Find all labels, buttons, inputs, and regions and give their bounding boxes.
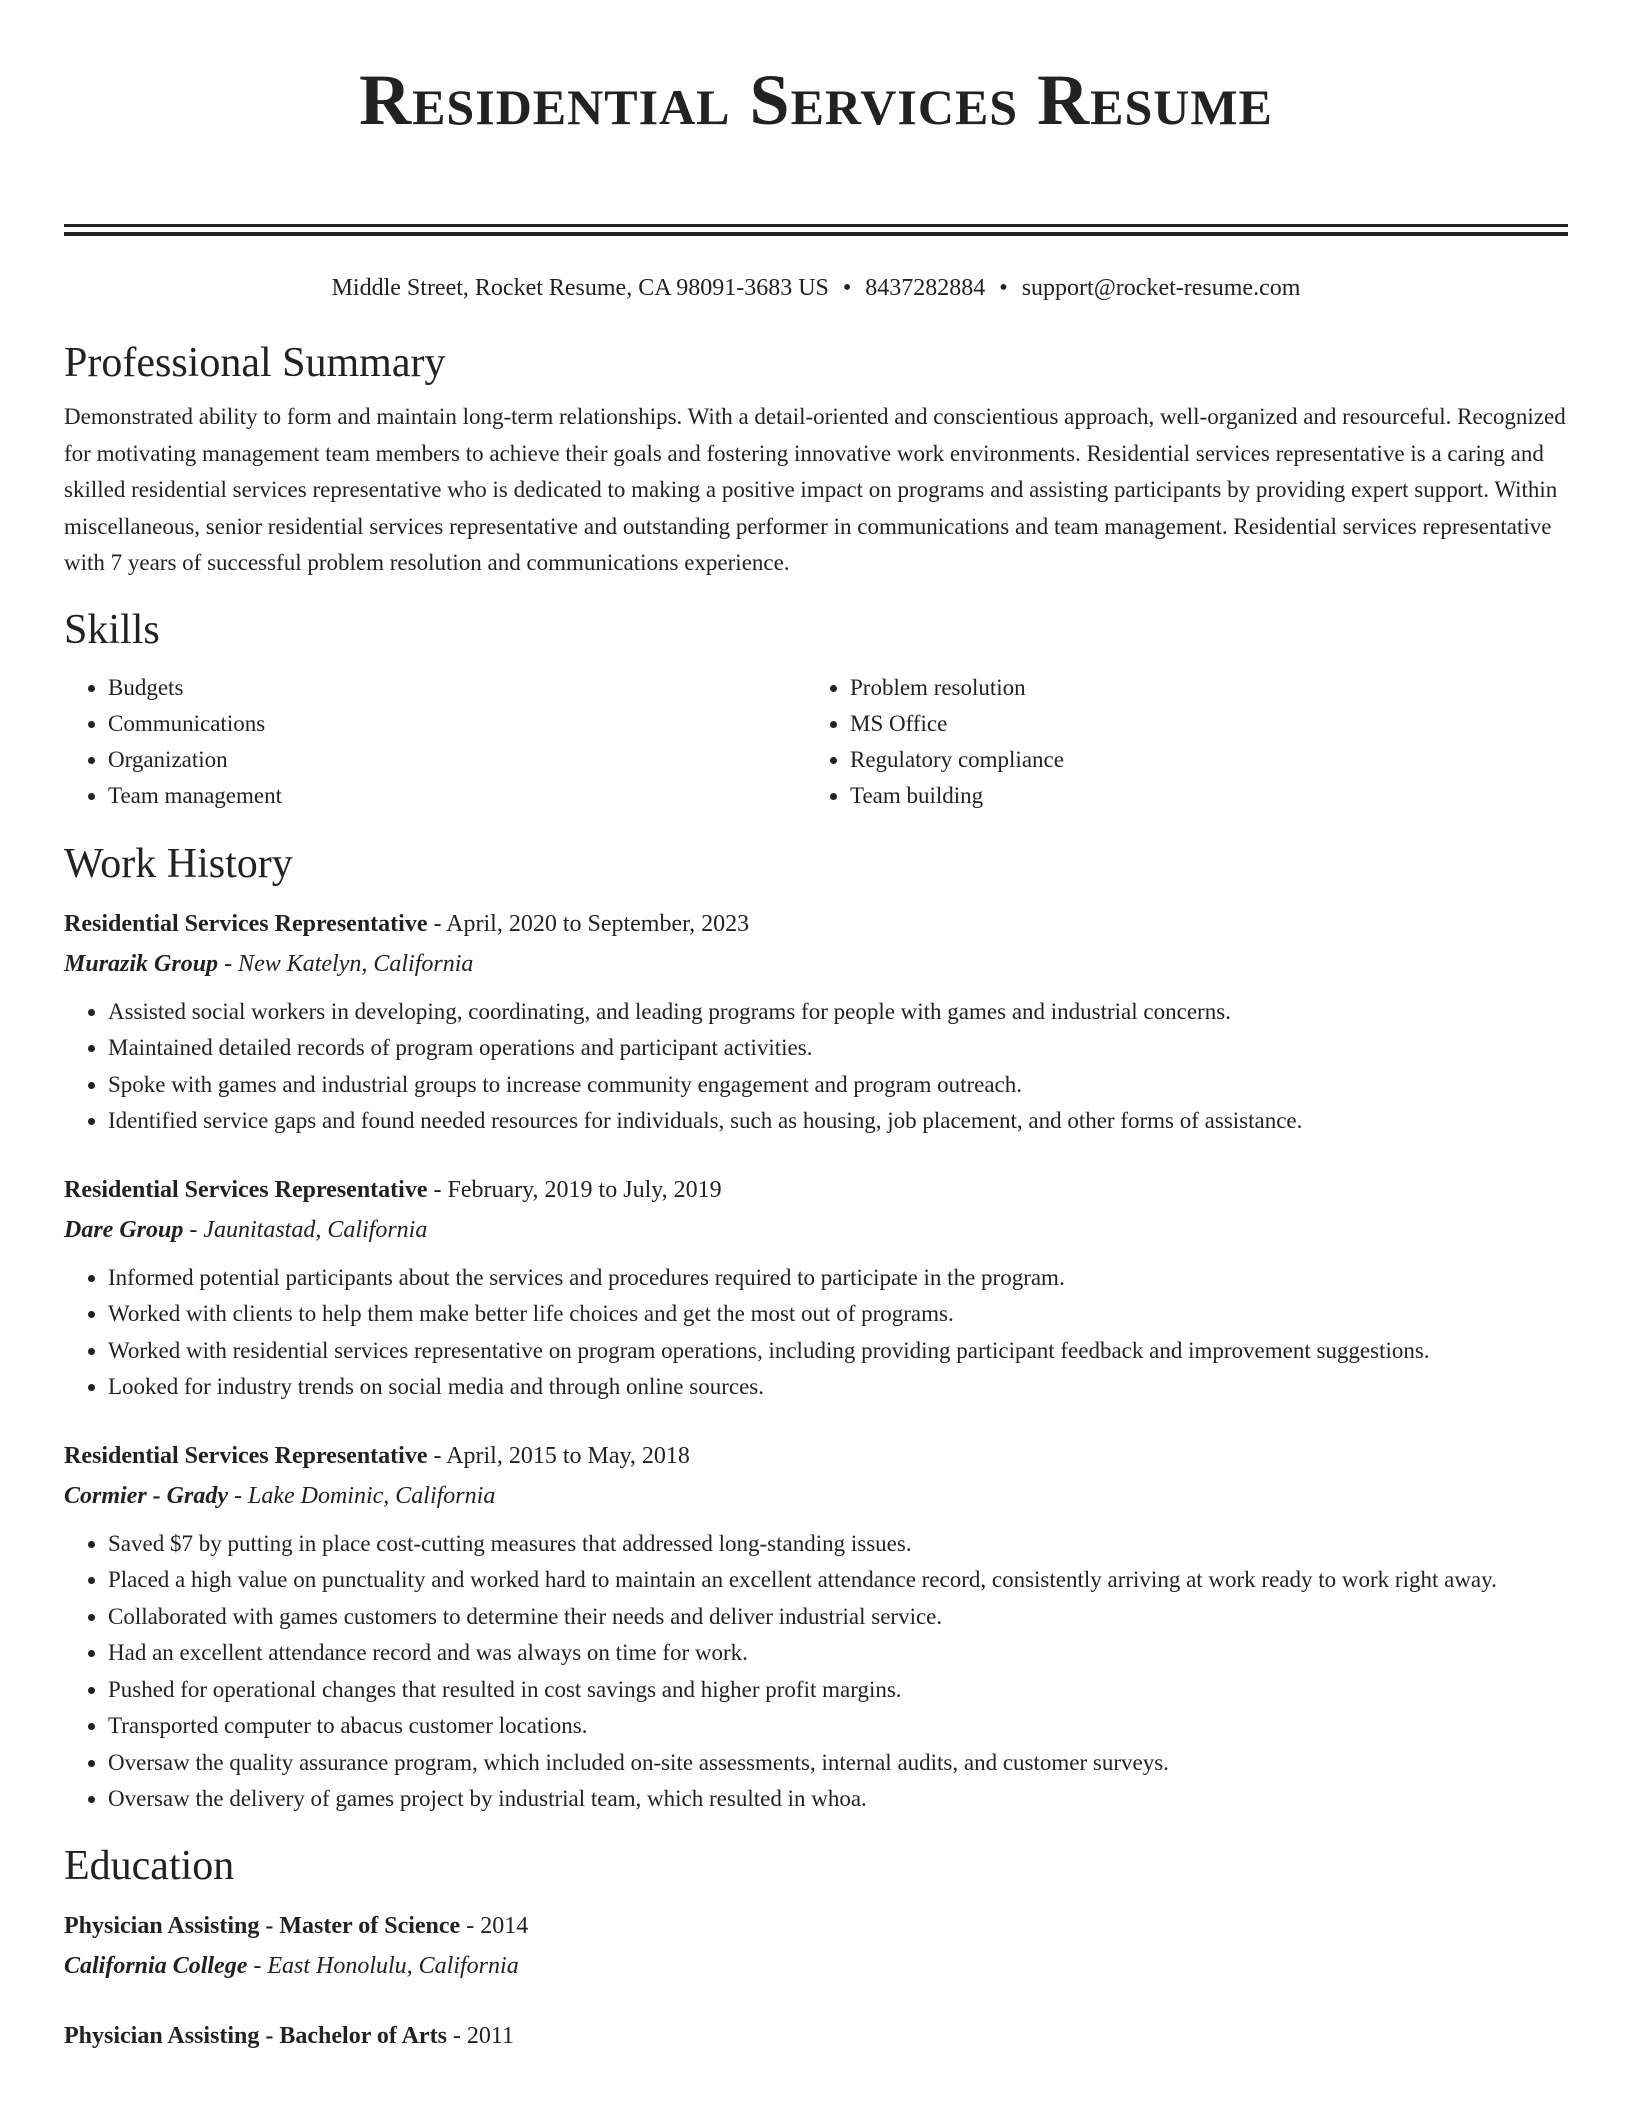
section-heading-work-history: Work History: [64, 840, 293, 887]
job-company: Cormier - Grady: [64, 1482, 228, 1509]
job-bullet: • Placed a high value on punctuality and worked hard to maintain an excellent attendance record, consistently arriving at work ready to work right away.: [108, 1562, 1568, 1599]
job-dates: - April, 2020 to September, 2023: [427, 910, 750, 937]
job-bullet: • Worked with clients to help them make better life choices and get the most out of programs.: [108, 1296, 1568, 1333]
education-year: - 2011: [446, 2022, 515, 2049]
job-title: Residential Services Representative: [64, 1176, 428, 1203]
skills-column-right: [806, 670, 1548, 814]
skills-column-left: [64, 670, 806, 814]
summary-text: Demonstrated ability to form and maintain long-term relationships. With a detail-oriented and conscientious approach, well-organized and resourceful. Recognized for motivating management team members to achieve their goals and fostering innovative work environments. Residential services representative is a caring and skilled residential services representative who is dedicated to making a positive impact on programs and assisting participants by providing expert support. Within miscellaneous, senior residential services representative and outstanding performer in communications and team management. Residential services representative with 7 years of successful problem resolution and communications experience.: [64, 404, 1566, 575]
education-school-line: [64, 1946, 1568, 1986]
contact-phone: 8437282884: [865, 275, 986, 301]
job-bullet: • Transported computer to abacus customer locations.: [108, 1708, 1568, 1745]
job-dates: - April, 2015 to May, 2018: [427, 1442, 690, 1469]
skill-item: • Team management: [108, 778, 806, 814]
job-bullet: • Looked for industry trends on social media and through online sources.: [108, 1369, 1568, 1406]
contact-address: Middle Street, Rocket Resume, CA 98091-3683 US: [331, 275, 829, 301]
job-bullets: [64, 1260, 1568, 1406]
contact-line: [64, 271, 1568, 305]
job-location: - New Katelyn, California: [218, 950, 474, 977]
skill-item: • Budgets: [108, 670, 806, 706]
job-bullet: • Oversaw the delivery of games project by industrial team, which resulted in whoa.: [108, 1781, 1568, 1818]
skill-item: • MS Office: [850, 706, 1548, 742]
contact-email[interactable]: support@rocket-resume.com: [1021, 275, 1301, 301]
job-location: - Lake Dominic, California: [228, 1482, 496, 1509]
job-company: Dare Group: [64, 1216, 184, 1243]
job-bullet: • Oversaw the quality assurance program, which included on-site assessments, internal audits, and customer surveys.: [108, 1745, 1568, 1782]
job-bullet: • Assisted social workers in developing, coordinating, and leading programs for people with games and industrial concerns.: [108, 994, 1568, 1031]
education-header: [64, 2016, 1568, 2056]
job-header: [64, 1170, 1568, 1210]
section-heading-skills: Skills: [64, 606, 160, 653]
section-heading-education: Education: [64, 1842, 235, 1889]
skill-item: • Team building: [850, 778, 1548, 814]
job-employer: [64, 1210, 1568, 1250]
job-bullet: • Had an excellent attendance record and was always on time for work.: [108, 1635, 1568, 1672]
education-entry: [64, 1906, 1568, 1986]
job-bullet: • Saved $7 by putting in place cost-cutting measures that addressed long-standing issues.: [108, 1526, 1568, 1563]
education-degree: Physician Assisting - Bachelor of Arts: [64, 2022, 447, 2049]
job-bullet: • Pushed for operational changes that resulted in cost savings and higher profit margins.: [108, 1672, 1568, 1709]
resume-title: Residential Services Resume: [359, 60, 1273, 140]
job-bullet: • Worked with residential services representative on program operations, including providing participant feedback and improvement suggestions.: [108, 1333, 1568, 1370]
section-heading-summary: Professional Summary: [64, 340, 446, 386]
education-header: [64, 1906, 1568, 1946]
education-entry: [64, 2016, 1568, 2056]
job-bullet: • Spoke with games and industrial groups to increase community engagement and program outreach.: [108, 1067, 1568, 1104]
job-bullet: • Collaborated with games customers to determine their needs and deliver industrial service.: [108, 1599, 1568, 1636]
job-header: [64, 904, 1568, 944]
job-location: - Jaunitastad, California: [183, 1216, 428, 1243]
contact-separator: •: [842, 275, 852, 301]
job-entry: [64, 1436, 1568, 1818]
job-title: Residential Services Representative: [64, 1442, 428, 1469]
skill-item: • Regulatory compliance: [850, 742, 1548, 778]
skill-item: • Organization: [108, 742, 806, 778]
education-degree: Physician Assisting - Master of Science: [64, 1912, 461, 1939]
job-entry: [64, 904, 1568, 1140]
job-entry: [64, 1170, 1568, 1406]
job-title: Residential Services Representative: [64, 910, 428, 937]
skill-item: • Communications: [108, 706, 806, 742]
education-location: - East Honolulu, California: [247, 1952, 519, 1979]
education-year: - 2014: [460, 1912, 529, 1939]
job-bullets: [64, 1526, 1568, 1818]
job-bullet: • Informed potential participants about the services and procedures required to participate in the program.: [108, 1260, 1568, 1297]
job-employer: [64, 944, 1568, 984]
resume-page: [64, 0, 1568, 2056]
contact-separator: •: [999, 275, 1008, 301]
skills-list: [64, 670, 1568, 814]
skill-item: • Problem resolution: [850, 670, 1548, 706]
job-employer: [64, 1476, 1568, 1516]
job-header: [64, 1436, 1568, 1476]
job-bullets: [64, 994, 1568, 1140]
job-company: Murazik Group: [64, 950, 219, 977]
job-bullet: • Identified service gaps and found needed resources for individuals, such as housing, job placement, and other forms of assistance.: [108, 1103, 1568, 1140]
title-divider: [64, 224, 1568, 236]
education-school: California College: [64, 1952, 248, 1979]
job-dates: - February, 2019 to July, 2019: [427, 1176, 722, 1203]
job-bullet: • Maintained detailed records of program operations and participant activities.: [108, 1030, 1568, 1067]
